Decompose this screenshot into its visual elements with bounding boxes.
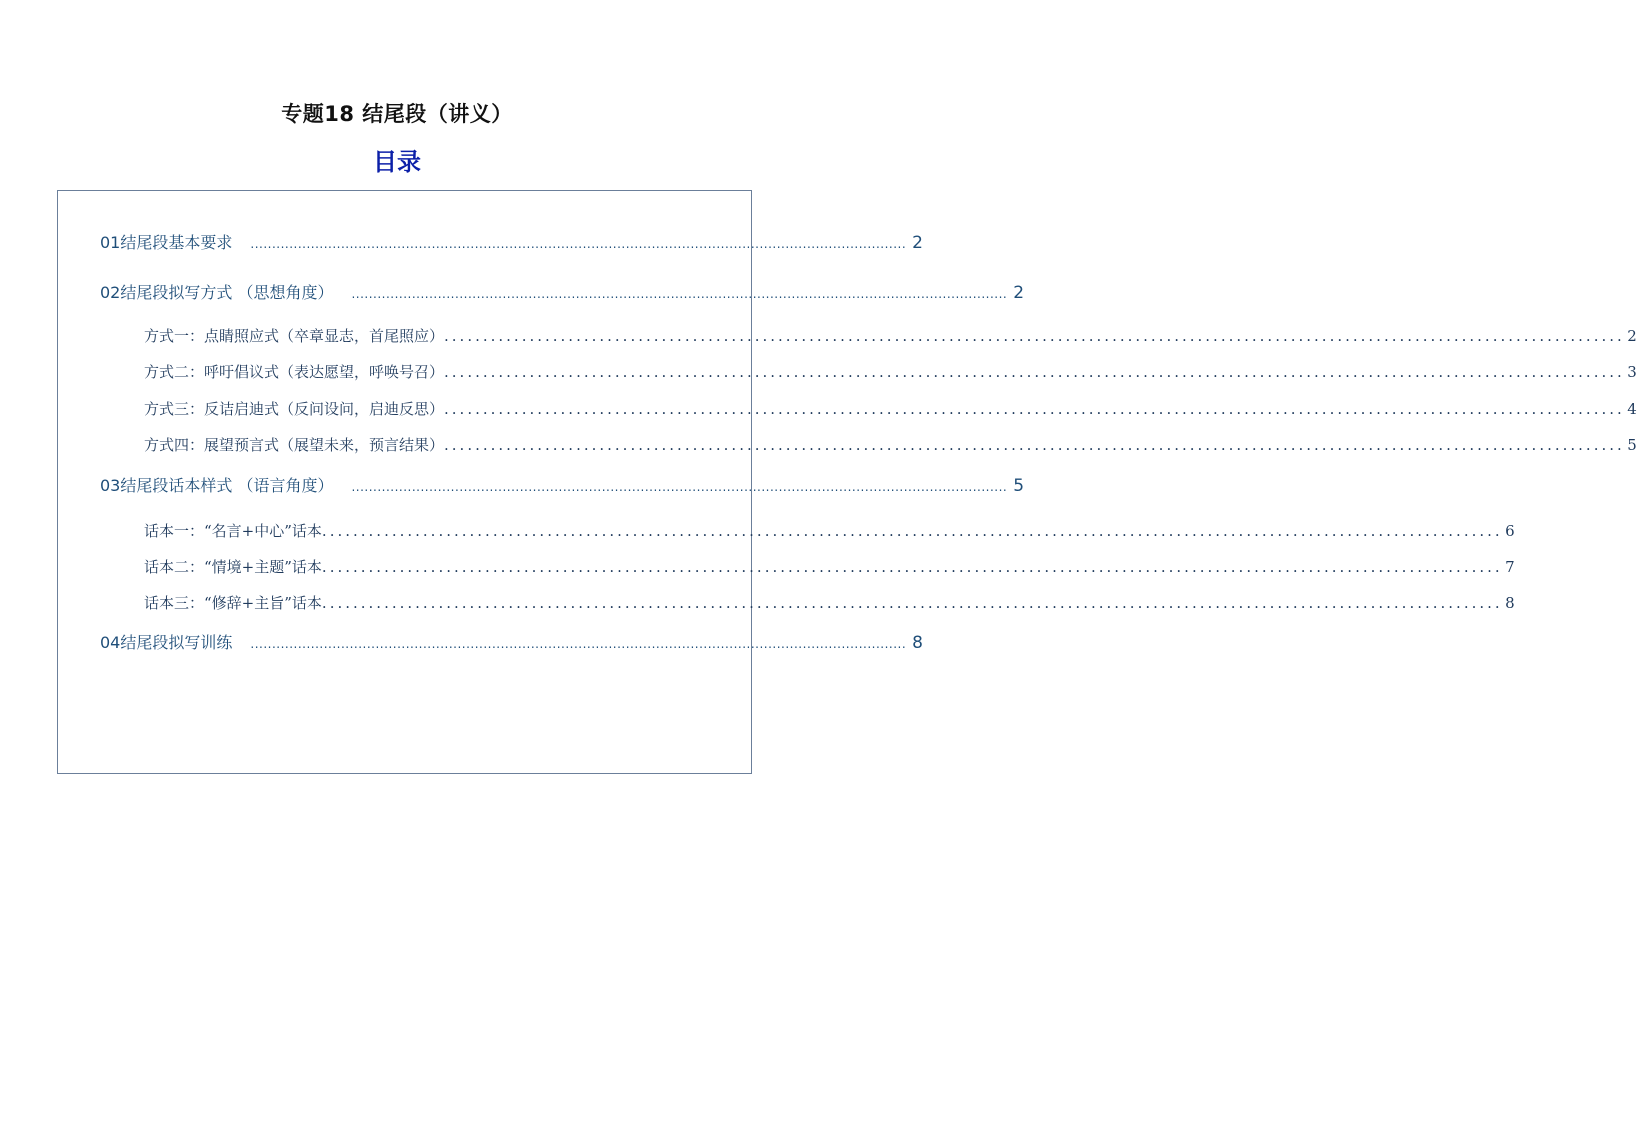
toc-entry-label: 01结尾段基本要求 [100, 233, 233, 252]
toc-leader: ........................................................................................................................................................ [444, 400, 1625, 418]
toc-leader: ........................................................................................................................................................ [321, 522, 1503, 540]
toc-leader: ........................................................................................................................................................ [444, 363, 1625, 381]
toc-entry-page: 2 [1627, 327, 1637, 345]
toc-entry-writing-practice[interactable] [100, 630, 923, 653]
toc-entry-label: 方式四：展望预言式（展望未来，预言结果） [144, 436, 445, 454]
toc-entry-phrase-3[interactable] [130, 592, 1515, 613]
toc-leader: ........................................................................................................................................................ [250, 637, 907, 651]
toc-entry-label: 话本一：“名言+中心”话本 [144, 522, 322, 540]
toc-entry-label: 02结尾段拟写方式 （思想角度） [100, 283, 334, 302]
toc-entry-page: 2 [912, 233, 923, 253]
toc-entry-label: 03结尾段话本样式 （语言角度） [100, 476, 334, 495]
toc-leader: ........................................................................................................................................................ [321, 594, 1503, 612]
toc-entry-phrase-2[interactable] [130, 556, 1515, 577]
toc-entry-method-3[interactable] [130, 398, 1637, 419]
toc-entry-label: 话本三：“修辞+主旨”话本 [144, 594, 322, 612]
toc-entry-phrase-styles[interactable] [100, 473, 1025, 496]
toc-entry-page: 2 [1013, 283, 1025, 303]
toc-entry-label: 方式二：呼吁倡议式（表达愿望，呼唤号召） [144, 363, 445, 381]
toc-entry-page: 5 [1013, 476, 1025, 496]
toc-leader: ........................................................................................................................................................ [444, 436, 1625, 454]
toc-leader: ........................................................................................................................................................ [250, 237, 907, 251]
toc-entry-label: 方式一：点睛照应式（卒章显志，首尾照应） [144, 327, 445, 345]
toc-entry-label: 04结尾段拟写训练 [100, 633, 233, 652]
toc-entry-phrase-1[interactable] [130, 520, 1515, 541]
toc-entry-method-1[interactable] [130, 325, 1637, 346]
toc-entry-writing-methods[interactable] [100, 280, 1025, 303]
toc-leader: ........................................................................................................................................................ [351, 480, 1008, 494]
toc-leader: ........................................................................................................................................................ [321, 558, 1503, 576]
toc-entry-method-2[interactable] [130, 361, 1637, 382]
toc-entry-page: 3 [1627, 363, 1637, 381]
toc-entry-label: 话本二：“情境+主题”话本 [144, 558, 322, 576]
toc-leader: ........................................................................................................................................................ [444, 327, 1625, 345]
toc-entry-page: 8 [1505, 594, 1515, 612]
toc-entry-method-4[interactable] [130, 434, 1637, 455]
toc-entry-basic-requirements[interactable] [100, 230, 923, 253]
toc-entry-page: 6 [1505, 522, 1515, 540]
toc-entry-page: 5 [1627, 436, 1637, 454]
document-title: 专题18 结尾段（讲义） [281, 102, 513, 126]
toc-entry-page: 8 [912, 633, 923, 653]
toc-heading: 目录 [373, 148, 421, 176]
toc-entry-label: 方式三：反诘启迪式（反问设问，启迪反思） [144, 400, 445, 418]
toc-leader: ........................................................................................................................................................ [351, 287, 1008, 301]
toc-entry-page: 7 [1505, 558, 1515, 576]
toc-entry-page: 4 [1627, 400, 1637, 418]
